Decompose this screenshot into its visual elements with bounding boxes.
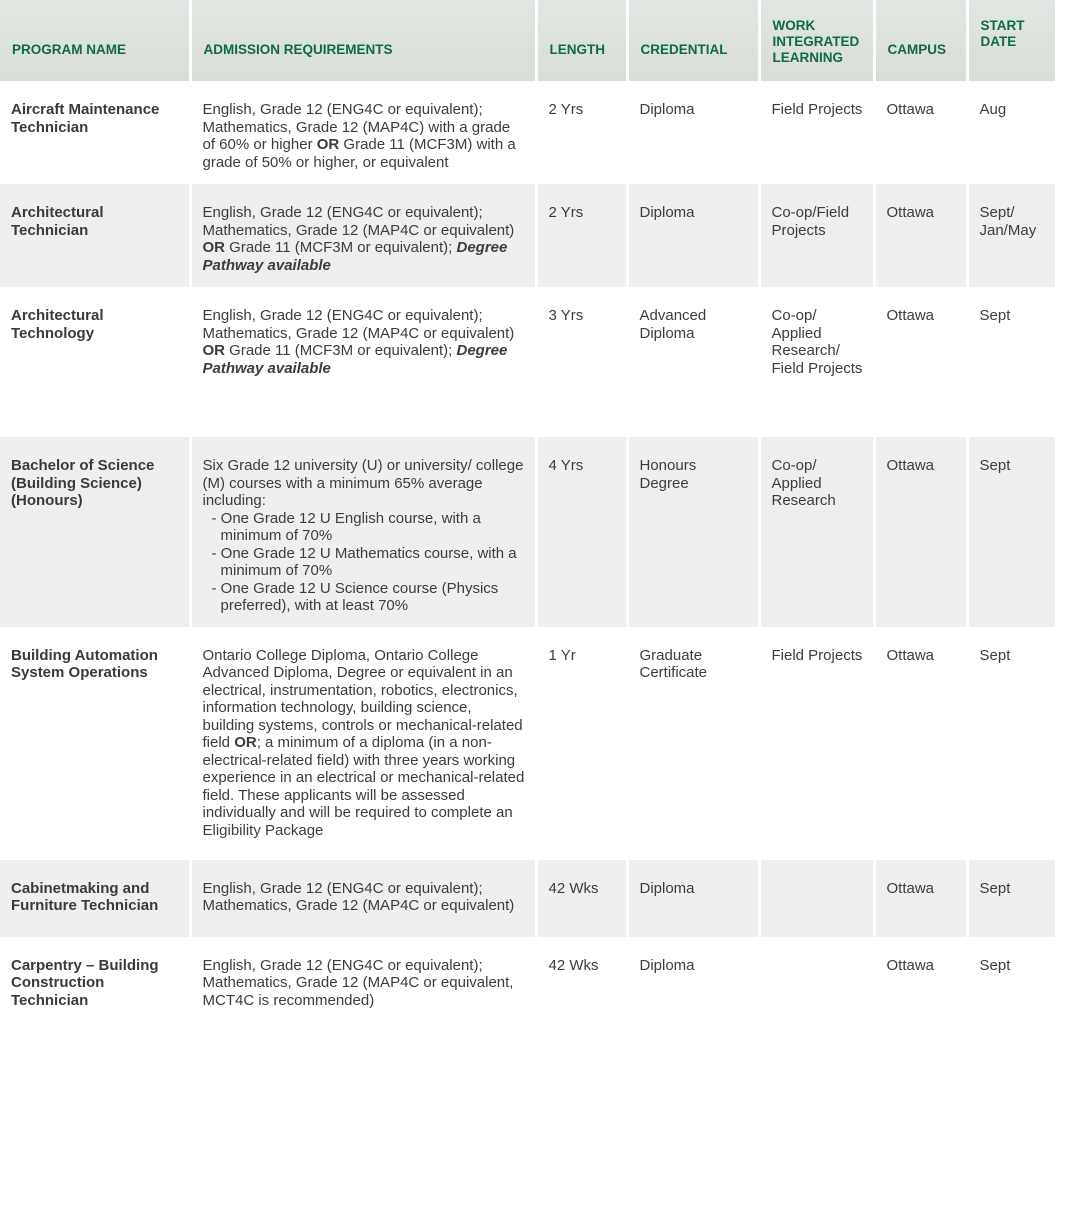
- campus: Ottawa: [874, 287, 967, 437]
- length: 2 Yrs: [536, 184, 627, 287]
- table-row: [0, 937, 1055, 1022]
- length: 2 Yrs: [536, 81, 627, 184]
- req-bullet-list: [203, 510, 525, 615]
- table-row: [0, 627, 1055, 860]
- program-name: Cabinetmaking and Furniture Technician: [0, 860, 190, 937]
- work-integrated-learning: Co-op/ Applied Research: [759, 437, 874, 627]
- start-date: Sept: [967, 627, 1055, 860]
- admission-requirements: [190, 287, 536, 437]
- work-integrated-learning: Field Projects: [759, 627, 874, 860]
- req-text: English, Grade 12 (ENG4C or equivalent); Mathematics, Grade 12 (MAP4C or equivalent): [202, 307, 515, 342]
- credential: Diploma: [627, 184, 759, 287]
- credential: Advanced Diploma: [627, 287, 759, 437]
- length: 1 Yr: [536, 627, 627, 860]
- req-text: Grade 11 (MCF3M or equivalent);: [225, 239, 457, 256]
- start-date: Aug: [967, 81, 1055, 184]
- req-bullet: - One Grade 12 U Mathematics course, with a minimum of 70%: [211, 544, 517, 579]
- campus: Ottawa: [874, 184, 967, 287]
- req-text: English, Grade 12 (ENG4C or equivalent); Mathematics, Grade 12 (MAP4C or equivalent): [202, 204, 515, 239]
- admission-requirements: [190, 627, 536, 860]
- credential: Diploma: [627, 937, 759, 1022]
- program-name: Building Automation System Operations: [0, 627, 190, 860]
- program-name: Architectural Technology: [0, 287, 190, 437]
- program-name: Aircraft Maintenance Technician: [0, 81, 190, 184]
- req-text: English, Grade 12 (ENG4C or equivalent); Mathematics, Grade 12 (MAP4C) with a grade of 60% or higher: [202, 101, 511, 153]
- header-campus: CAMPUS: [874, 0, 967, 81]
- credential: Diploma: [627, 81, 759, 184]
- work-integrated-learning: Co-op/ Applied Research/ Field Projects: [759, 287, 874, 437]
- length: 4 Yrs: [536, 437, 627, 627]
- req-text: English, Grade 12 (ENG4C or equivalent); Mathematics, Grade 12 (MAP4C or equivalent, MCT4C is recommended): [202, 956, 514, 1009]
- work-integrated-learning: [759, 937, 874, 1022]
- degree-pathway-note: Degree Pathway available: [202, 342, 508, 377]
- req-text: Grade 11 (MCF3M) with a grade of 50% or higher, or equivalent: [202, 136, 516, 171]
- header-row: [0, 0, 1055, 81]
- credential: Diploma: [627, 860, 759, 937]
- header-length: LENGTH: [536, 0, 627, 81]
- program-name: Carpentry – Building Construction Technician: [0, 937, 190, 1022]
- req-text: Ontario College Diploma, Ontario College Advanced Diploma, Degree or equivalent in an electrical, instrumentation, robotics, electronics, information technology, building science, building systems, controls or mechanical-related field: [202, 646, 523, 751]
- table-row: [0, 81, 1055, 184]
- credential: Honours Degree: [627, 437, 759, 627]
- req-intro: Six Grade 12 university (U) or university/ college (M) courses with a minimum 65% average including:: [202, 457, 524, 509]
- start-date: Sept: [967, 437, 1055, 627]
- start-date: Sept: [967, 937, 1055, 1022]
- campus: Ottawa: [874, 437, 967, 627]
- req-or: OR: [234, 734, 257, 751]
- admission-requirements: [190, 860, 536, 937]
- admission-requirements: [190, 937, 536, 1022]
- table-row: [0, 184, 1055, 287]
- admission-requirements: [190, 81, 536, 184]
- start-date: Sept: [967, 860, 1055, 937]
- header-work-integrated-learning: WORK INTEGRATED LEARNING: [759, 0, 874, 81]
- table-row: [0, 437, 1055, 627]
- req-or: OR: [202, 239, 225, 256]
- table-row: [0, 287, 1055, 437]
- credential: Graduate Certificate: [627, 627, 759, 860]
- header-program-name: PROGRAM NAME: [0, 0, 190, 81]
- req-text: Grade 11 (MCF3M or equivalent);: [225, 342, 457, 359]
- campus: Ottawa: [874, 937, 967, 1022]
- program-name: Bachelor of Science (Building Science) (Honours): [0, 437, 190, 627]
- table-row: [0, 860, 1055, 937]
- header-admission-requirements: ADMISSION REQUIREMENTS: [190, 0, 536, 81]
- work-integrated-learning: Co-op/Field Projects: [759, 184, 874, 287]
- campus: Ottawa: [874, 81, 967, 184]
- req-text: English, Grade 12 (ENG4C or equivalent); Mathematics, Grade 12 (MAP4C or equivalent): [202, 879, 515, 914]
- degree-pathway-note: Degree Pathway available: [202, 239, 508, 274]
- header-credential: CREDENTIAL: [627, 0, 759, 81]
- start-date: Sept: [967, 287, 1055, 437]
- req-or: OR: [202, 342, 225, 359]
- work-integrated-learning: Field Projects: [759, 81, 874, 184]
- length: 42 Wks: [536, 937, 627, 1022]
- req-or: OR: [316, 136, 340, 153]
- header-start-date: START DATE: [967, 0, 1055, 81]
- admission-requirements: [190, 437, 536, 627]
- req-bullet: - One Grade 12 U English course, with a minimum of 70%: [211, 509, 481, 544]
- program-name: Architectural Technician: [0, 184, 190, 287]
- req-text: ; a minimum of a diploma (in a non-electrical-related field) with three years working experience in an electrical or mechanical-related field. These applicants will be assessed individually and will be required to complete an Eligibility Package: [202, 734, 525, 839]
- length: 42 Wks: [536, 860, 627, 937]
- length: 3 Yrs: [536, 287, 627, 437]
- start-date: Sept/ Jan/May: [967, 184, 1055, 287]
- campus: Ottawa: [874, 627, 967, 860]
- work-integrated-learning: [759, 860, 874, 937]
- req-bullet: - One Grade 12 U Science course (Physics preferred), with at least 70%: [211, 579, 499, 614]
- admission-requirements: [190, 184, 536, 287]
- campus: Ottawa: [874, 860, 967, 937]
